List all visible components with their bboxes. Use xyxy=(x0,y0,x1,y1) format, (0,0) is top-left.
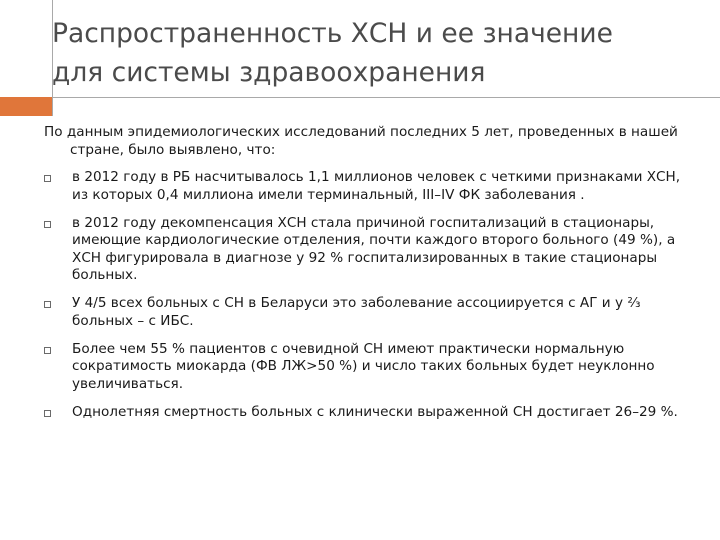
list-item-text: в 2012 году декомпенсация ХСН стала причиной госпитализаций в стационары, имеющие кардиологические отделения, почти каждого второго больного (49 %), а ХСН фигурировала в диагнозе у 92 % госпитализированных в такие стационары больных. xyxy=(72,214,676,283)
bullet-list xyxy=(44,169,696,421)
list-item-text: в 2012 году в РБ насчитывалось 1,1 миллионов человек с четкими признаками ХСН, из которых 0,4 миллиона имели терминальный, III–IV ФК заболевания . xyxy=(72,169,681,203)
list-item-text: Однолетняя смертность больных с клинически выраженной СН достигает 26–29 %. xyxy=(72,403,678,420)
list-item xyxy=(44,295,696,330)
intro-paragraph: По данным эпидемиологических исследований последних 5 лет, проведенных в нашей стране, было выявлено, что: xyxy=(44,124,678,158)
slide-body xyxy=(44,124,696,432)
square-bullet-icon xyxy=(44,221,51,228)
square-bullet-icon xyxy=(44,301,51,308)
list-item xyxy=(44,341,696,394)
list-item-text: У 4/5 всех больных с СН в Беларуси это заболевание ассоциируется с АГ и у ⅔ больных – с ИБС. xyxy=(72,295,641,329)
slide-title xyxy=(52,14,712,92)
square-bullet-icon xyxy=(44,410,51,417)
list-item xyxy=(44,215,696,285)
square-bullet-icon xyxy=(44,347,51,354)
list-item-text: Более чем 55 % пациентов с очевидной СН имеют практически нормальную сократимость миокарда (ФВ ЛЖ>50 %) и число таких больных будет неуклонно увеличиваться. xyxy=(72,340,655,392)
list-item xyxy=(44,169,696,204)
slide-title-line-1: Распространенность ХСН и ее значение xyxy=(52,18,613,49)
square-bullet-icon xyxy=(44,175,51,182)
slide-title-line-2: для системы здравоохранения xyxy=(52,57,486,88)
accent-block xyxy=(0,97,52,116)
title-area xyxy=(52,14,712,92)
title-divider xyxy=(52,97,720,116)
list-item xyxy=(44,404,696,422)
